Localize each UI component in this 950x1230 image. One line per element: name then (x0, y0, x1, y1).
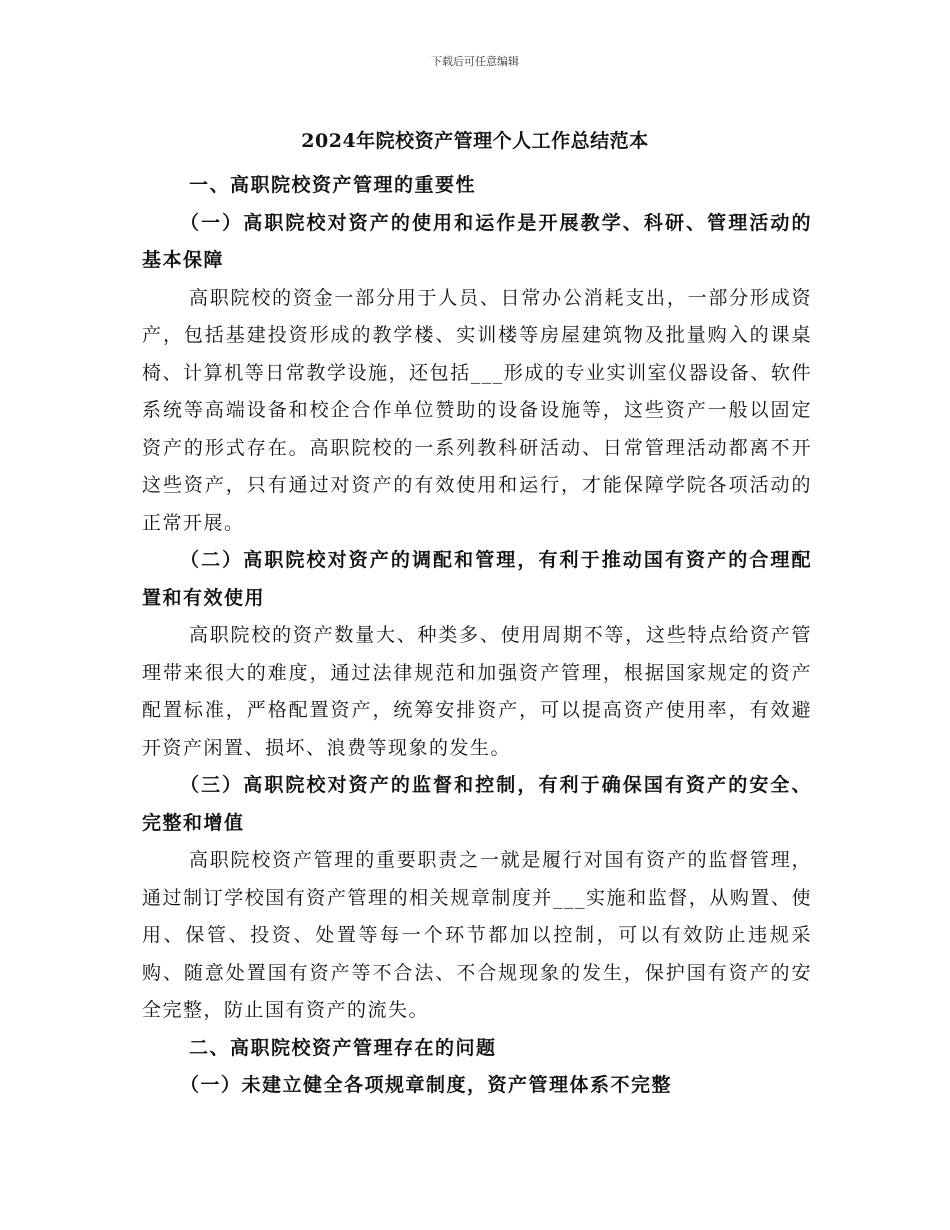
document-body (142, 167, 812, 1105)
body-paragraph-3: 高职院校资产管理的重要职责之一就是履行对国有资产的监督管理，通过制订学校国有资产管理的相关规章制度并___实施和监督，从购置、使用、保管、投资、处置等每一个环节都加以控制，可以有效防止违规采购、随意处置国有资产等不合法、不合规现象的发生，保护国有资产的安全完整，防止国有资产的流失。 (142, 849, 812, 1021)
body-paragraph-1: 高职院校的资金一部分用于人员、日常办公消耗支出，一部分形成资产，包括基建投资形成的教学楼、实训楼等房屋建筑物及批量购入的课桌椅、计算机等日常教学设施，还包括___形成的专业实训室仪器设备、软件系统等高端设备和校企合作单位赞助的设备设施等，这些资产一般以固定资产的形式存在。高职院校的一系列教科研活动、日常管理活动都离不开这些资产，只有通过对资产的有效使用和运行，才能保障学院各项活动的正常开展。 (142, 286, 812, 534)
subsection-heading-2-1: （一）未建立健全各项规章制度，资产管理体系不完整 (180, 1074, 673, 1096)
subsection-heading-1-1: （一）高职院校对资产的使用和运作是开展教学、科研、管理活动的基本保障 (142, 211, 812, 271)
subsection-heading-1-2: （二）高职院校对资产的调配和管理，有利于推动国有资产的合理配置和有效使用 (142, 549, 812, 609)
subsection-heading-1-3: （三）高职院校对资产的监督和控制，有利于确保国有资产的安全、完整和增值 (142, 774, 812, 834)
section-heading-2: 二、高职院校资产管理存在的问题 (189, 1036, 497, 1059)
page-header-note: 下载后可任意编辑 (431, 55, 519, 68)
body-paragraph-2: 高职院校的资产数量大、种类多、使用周期不等，这些特点给资产管理带来很大的难度，通过法律规范和加强资产管理，根据国家规定的资产配置标准，严格配置资产，统筹安排资产，可以提高资产使用率，有效避开资产闲置、损坏、浪费等现象的发生。 (142, 624, 812, 759)
document-title: 2024年院校资产管理个人工作总结范本 (301, 130, 649, 152)
section-heading-1: 一、高职院校资产管理的重要性 (189, 174, 477, 196)
